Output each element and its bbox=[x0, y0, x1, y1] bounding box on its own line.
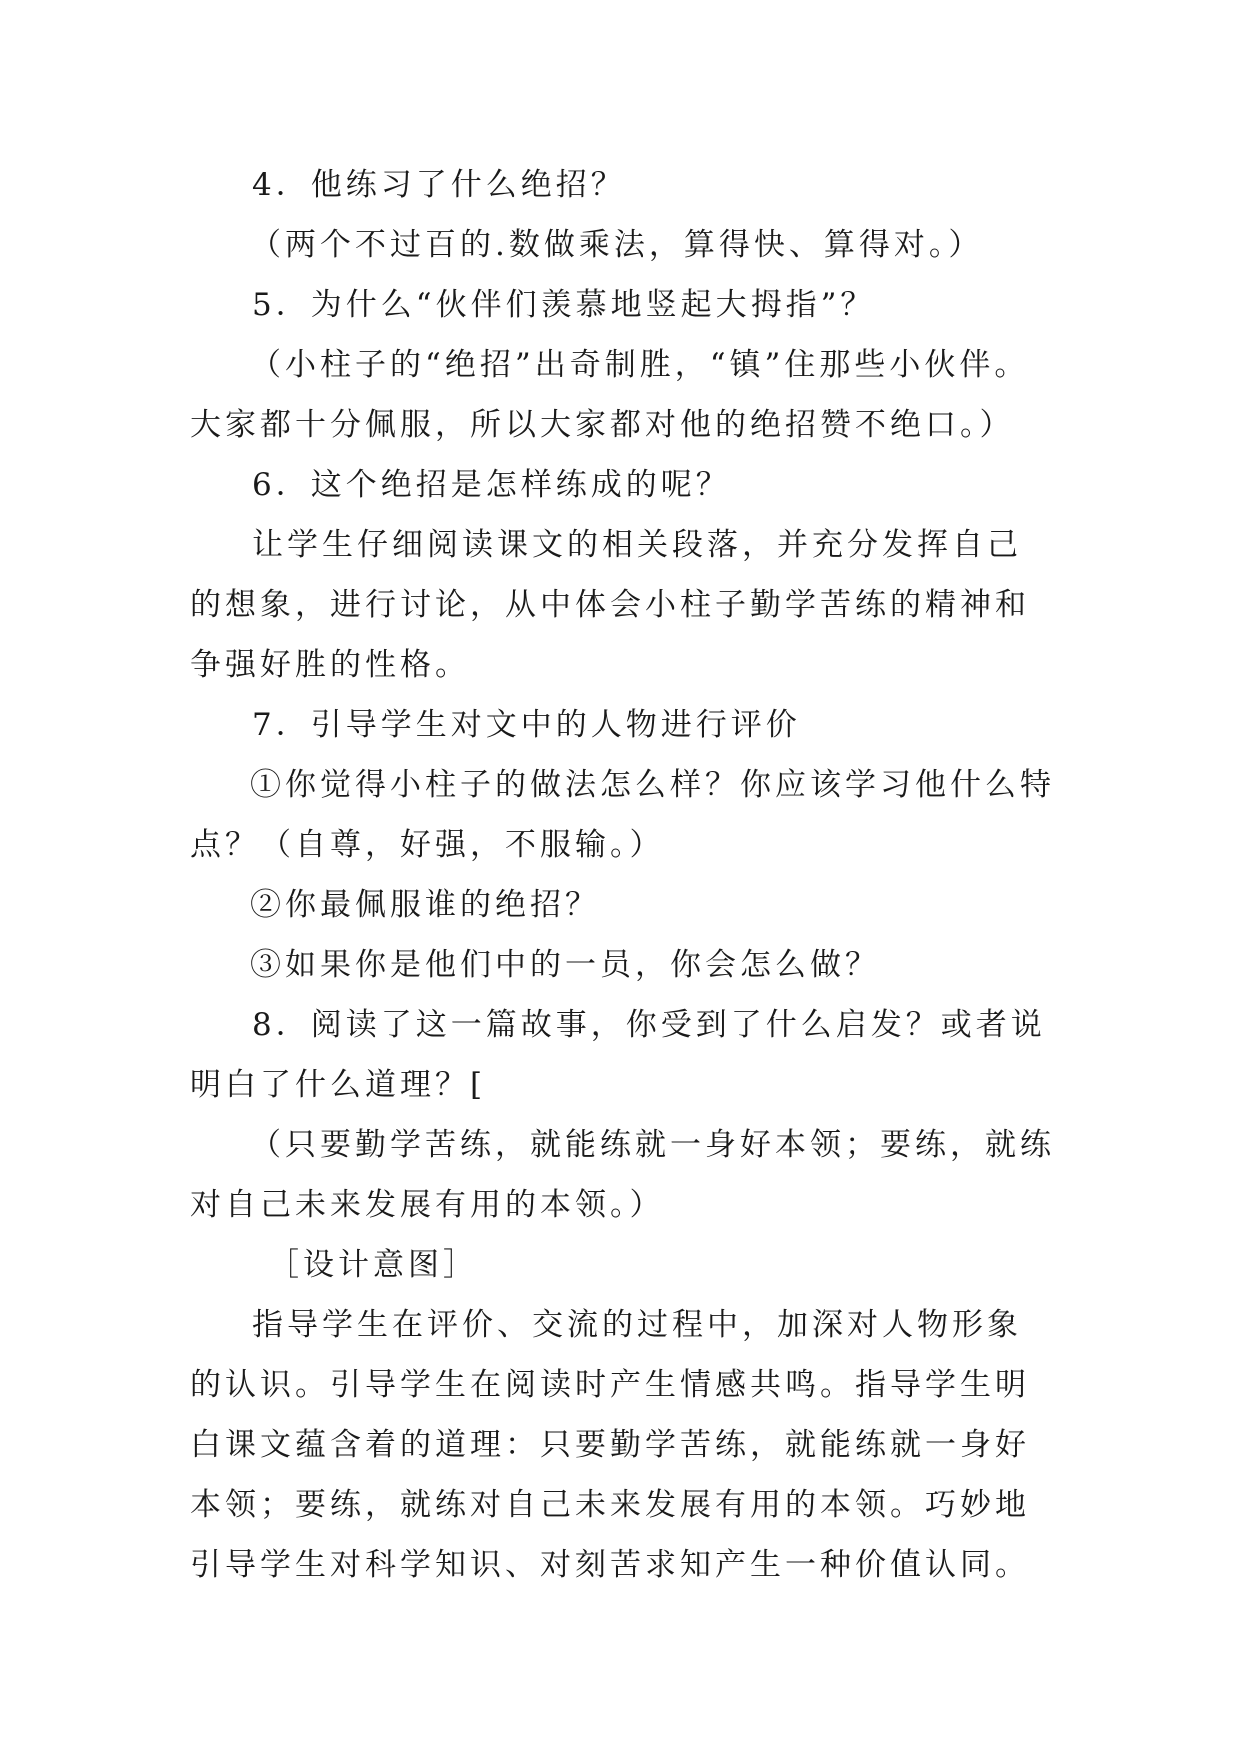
design-intent-heading: ［设计意图］ bbox=[268, 1247, 478, 1283]
answer-4: （两个不过百的.数做乘法，算得快、算得对。） bbox=[250, 227, 984, 263]
answer-5: （小柱子的“绝招”出奇制胜，“镇”住那些小伙伴。大家都十分佩服，所以大家都对他的绝招赞不绝口。） bbox=[190, 347, 1030, 443]
question-7-item-1: ①你觉得小柱子的做法怎么样？你应该学习他什么特点？（自尊，好强，不服输。） bbox=[190, 767, 1055, 863]
question-4: 4．他练习了什么绝招？ bbox=[252, 167, 626, 203]
answer-8: （只要勤学苦练，就能练就一身好本领；要练，就练对自己未来发展有用的本领。） bbox=[190, 1127, 1055, 1223]
question-7: 7．引导学生对文中的人物进行评价 bbox=[252, 707, 801, 743]
question-5: 5．为什么“伙伴们羡慕地竖起大拇指”？ bbox=[252, 287, 876, 323]
question-7-item-3: ③如果你是他们中的一员，你会怎么做？ bbox=[250, 947, 880, 983]
answer-6: 让学生仔细阅读课文的相关段落，并充分发挥自己的想象，进行讨论，从中体会小柱子勤学苦练的精神和争强好胜的性格。 bbox=[190, 527, 1030, 683]
design-intent-body: 指导学生在评价、交流的过程中，加深对人物形象的认识。引导学生在阅读时产生情感共鸣。指导学生明白课文蕴含着的道理：只要勤学苦练，就能练就一身好本领；要练，就练对自己未来发展有用的本领。巧妙地引导学生对科学知识、对刻苦求知产生一种价值认同。 bbox=[190, 1307, 1030, 1583]
question-8: 8．阅读了这一篇故事，你受到了什么启发？或者说明白了什么道理？[ bbox=[190, 1007, 1046, 1103]
document-page bbox=[190, 155, 1055, 1595]
question-7-item-2: ②你最佩服谁的绝招？ bbox=[250, 887, 600, 923]
question-6: 6．这个绝招是怎样练成的呢？ bbox=[252, 467, 731, 503]
